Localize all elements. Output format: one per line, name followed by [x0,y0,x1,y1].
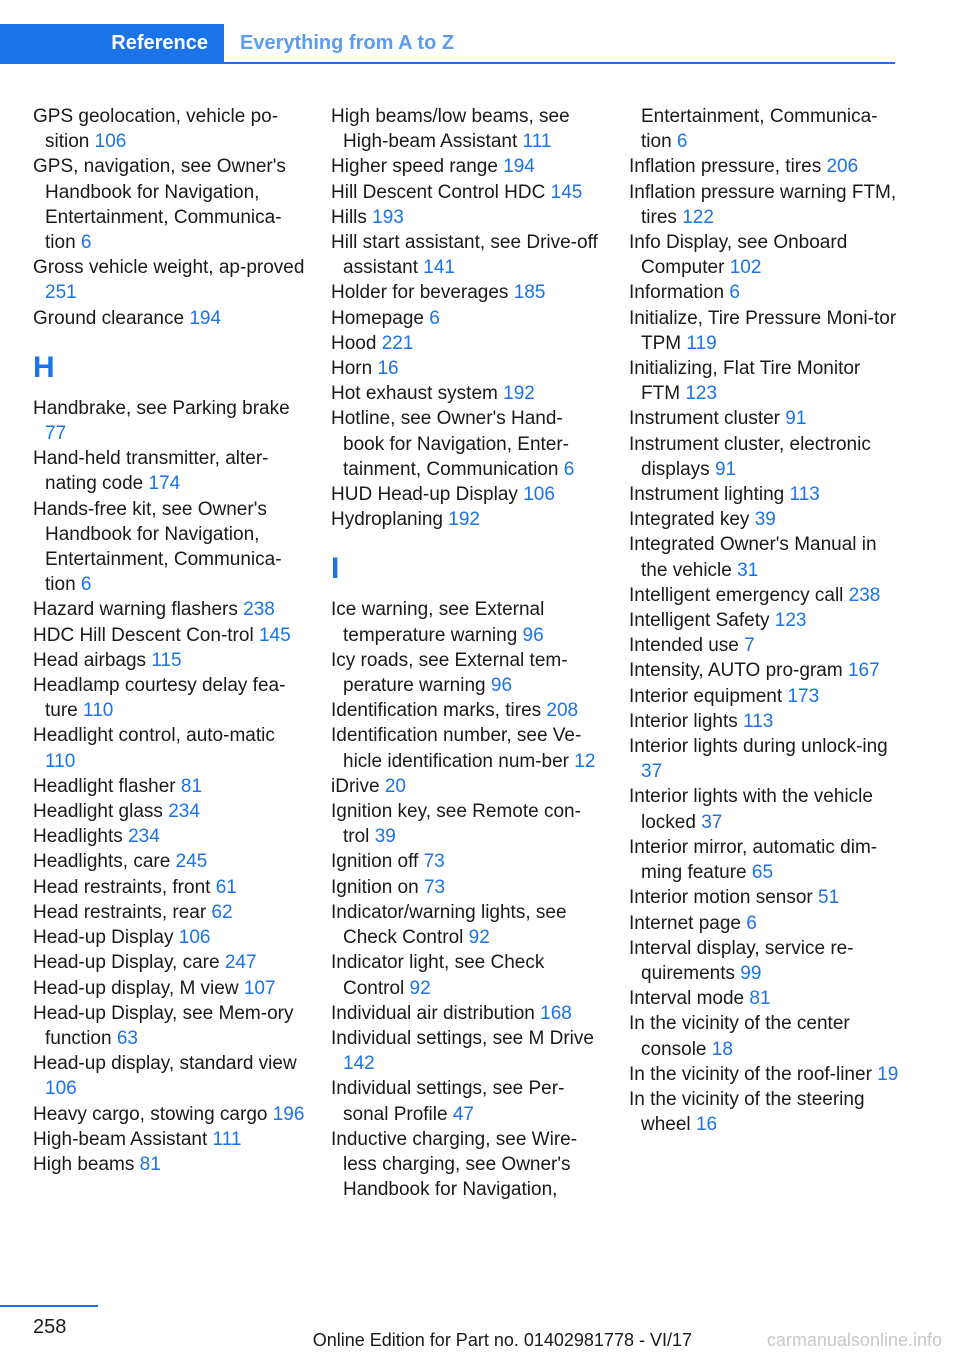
index-entry [33,673,305,723]
index-entry [33,849,305,874]
index-entry [629,936,901,986]
index-page-link[interactable]: 238 [243,599,275,621]
index-entry-text: Ignition key, see Remote con‐trol [331,801,581,848]
index-page-link[interactable]: 167 [847,660,880,682]
index-entry [629,104,901,154]
index-page-link[interactable]: 19 [877,1063,899,1085]
index-entry [629,280,901,305]
index-page-link[interactable]: 193 [372,206,404,228]
section-tab-reference[interactable]: Reference [0,24,224,62]
index-page-link[interactable]: 6 [80,232,92,254]
index-entry-text: Internet page [629,912,741,934]
index-entry [331,875,603,900]
index-entry-text: Headlights [33,826,123,848]
index-entry-text: Intelligent Safety [629,610,770,632]
index-page-link[interactable]: 192 [448,509,480,531]
header-bar [0,24,895,64]
index-entry-text: Individual air distribution [331,1002,535,1024]
index-page-link[interactable]: 81 [180,775,203,797]
index-entry [33,446,305,496]
index-page-link[interactable]: 247 [224,952,257,974]
index-entry-text: Hand-held transmitter, alter‐nating code [33,448,269,495]
index-page-link[interactable]: 96 [490,675,513,697]
index-entry-text: GPS, navigation, see Owner's Handbook for Navigation, Entertainment, Communica‐tion [33,156,286,254]
index-entry-text: Info Display, see Onboard Computer [629,232,848,279]
index-entry [629,633,901,658]
index-entry-text: Hands-free kit, see Owner's Handbook for Navigation, Entertainment, Communica‐tion [33,498,282,596]
index-entry-text: Interior lights with the vehicle locked [629,786,873,833]
footer-rule [0,1305,98,1307]
index-column-2 [331,104,603,1202]
index-entry [629,1087,901,1137]
index-entry [33,154,305,255]
index-entry [629,684,901,709]
index-entry-text: High-beam Assistant [33,1128,208,1150]
index-entry [33,799,305,824]
index-entry [629,154,901,179]
index-entry [33,1001,305,1051]
index-entry [331,482,603,507]
index-entry [33,1102,305,1127]
index-entry [629,356,901,406]
index-entry-text: Handbrake, see Parking brake [33,397,290,419]
index-entry [33,723,305,773]
index-entry-text: In the vicinity of the steering wheel [629,1088,865,1136]
index-page-link[interactable]: 6 [80,574,92,596]
index-entry-text: Ice warning, see External temperature warning [331,599,545,646]
index-entry [629,482,901,507]
index-entry-text: Headlight flasher [33,775,176,797]
index-page-link[interactable]: 91 [785,408,807,430]
index-page-link[interactable]: 115 [151,649,182,671]
index-page-link[interactable]: 73 [423,876,446,898]
index-entry [33,900,305,925]
index-entry [331,180,603,205]
index-page-link[interactable]: 142 [343,1053,375,1075]
index-entry-text: Heavy cargo, stowing cargo [33,1103,268,1125]
index-page-link[interactable]: 6 [729,282,740,304]
index-entry [331,723,603,773]
index-entry [331,648,603,698]
index-entry-text: Identification marks, tires [331,700,542,722]
index-entry-text: Headlight control, auto‐matic [33,725,275,747]
index-entry [33,925,305,950]
index-page-link[interactable]: 119 [686,332,717,354]
index-entry [331,205,603,230]
index-page-link[interactable]: 16 [377,358,399,380]
index-entry-text: Hood [331,332,377,354]
index-entry-text: Hot exhaust system [331,383,498,405]
index-page-link[interactable]: 221 [381,332,414,354]
index-entry [331,381,603,406]
index-page-link[interactable]: 99 [740,962,762,984]
index-entry [331,597,603,647]
index-entry [629,532,901,582]
index-entry-text: Ground clearance [33,307,185,329]
index-page-link[interactable]: 81 [749,988,771,1010]
index-entry-text: Instrument lighting [629,484,785,506]
index-page-link[interactable]: 73 [423,851,445,873]
index-entry-text: Homepage [331,307,424,329]
index-entry-text: Individual settings, see Per‐sonal Profile [331,1078,565,1125]
index-entry-text: Integrated Owner's Manual in the vehicle [629,534,877,581]
index-entry-text: Head airbags [33,649,147,671]
index-entry-text: In the vicinity of the roof‐liner [629,1063,872,1085]
index-entry [33,950,305,975]
index-entry [331,698,603,723]
index-entry-text: Instrument cluster, electronic displays [629,433,871,480]
index-entry-text: Individual settings, see M Drive [331,1027,594,1049]
index-entry-text: Integrated key [629,509,750,531]
index-entry-text: Headlight glass [33,801,163,823]
index-entry [629,911,901,936]
index-entry-text: Initialize, Tire Pressure Moni‐tor TPM [629,307,897,354]
index-entry [33,875,305,900]
index-page-link[interactable]: 81 [139,1153,161,1175]
index-column-3 [629,104,901,1137]
index-page-link[interactable]: 6 [746,912,757,934]
index-entry [629,507,901,532]
index-entry-text: Inductive charging, see Wire‐less charging, see Owner's Handbook for Navigation, [331,1128,578,1201]
index-page-link[interactable]: 92 [409,977,431,999]
index-page-link[interactable]: 196 [272,1103,305,1125]
index-page-link[interactable]: 6 [563,458,575,480]
index-entry [331,154,603,179]
index-entry-text: Inflation pressure, tires [629,156,822,178]
index-entry-text: Interior lights during unlock‐ing [629,736,888,758]
index-entry [629,709,901,734]
index-entry [33,104,305,154]
index-page-link[interactable]: 145 [258,624,291,646]
index-page-link[interactable]: 6 [676,131,688,153]
index-entry-text: Headlights, care [33,851,171,873]
index-column-1 [33,104,305,1177]
index-entry [629,306,901,356]
index-entry [33,648,305,673]
index-entry [629,1062,901,1087]
index-page-link[interactable]: 37 [701,811,723,833]
index-entry [33,1051,305,1101]
index-entry-text: Hill start assistant, see Drive-off assistant [331,232,598,279]
index-page-link[interactable]: 174 [148,473,181,495]
index-entry-text: Initializing, Flat Tire Monitor FTM [629,358,861,405]
index-entry-text: Interior lights [629,710,738,732]
index-entry-text: Interior mirror, automatic dim‐ming feature [629,836,878,884]
index-page-link[interactable]: 194 [503,156,535,178]
index-page-link[interactable]: 110 [83,700,114,722]
index-entry [629,583,901,608]
index-entry-text: Head restraints, front [33,876,211,898]
index-entry [629,1011,901,1061]
index-entry [629,230,901,280]
index-entry [331,356,603,381]
index-page-link[interactable]: 102 [729,257,762,279]
index-page-link[interactable]: 110 [45,750,76,772]
index-page-link[interactable]: 6 [429,307,440,329]
index-entry [33,824,305,849]
index-entry-text: Ignition on [331,876,419,898]
index-entry [331,849,603,874]
index-entry-text: Ignition off [331,851,419,873]
index-page-link[interactable]: 173 [787,685,820,707]
index-entry-text: High beams [33,1153,135,1175]
index-page-link[interactable]: 91 [714,458,737,480]
index-entry [629,784,901,834]
index-entry [33,1152,305,1177]
index-entry [33,306,305,331]
index-entry [33,623,305,648]
index-entry [33,1127,305,1152]
index-entry [629,658,901,683]
index-page-link[interactable]: 96 [522,624,544,646]
index-entry-text: iDrive [331,775,380,797]
index-page-link[interactable]: 185 [513,282,546,304]
index-page-link[interactable]: 122 [682,206,714,228]
index-entry [331,406,603,482]
index-page-link[interactable]: 145 [550,181,583,203]
index-entry-text: Interval display, service re‐quirements [629,937,854,984]
index-page-link[interactable]: 77 [45,423,67,445]
index-entry-text: Intended use [629,635,739,657]
index-entry-text: Intensity, AUTO pro‐gram [629,660,843,682]
index-page-link[interactable]: 251 [45,282,77,304]
index-entry-text: HDC Hill Descent Con‐trol [33,624,254,646]
index-entry [331,331,603,356]
index-page-link[interactable]: 168 [540,1002,572,1024]
index-entry-text: Headlamp courtesy delay fea‐ture [33,675,286,722]
index-entry [331,507,603,532]
index-entry-text: Head restraints, rear [33,901,207,923]
index-entry [33,597,305,622]
index-entry [331,1001,603,1026]
index-entry [33,976,305,1001]
index-page-link[interactable]: 92 [468,927,490,949]
index-page-link[interactable]: 47 [452,1103,474,1125]
index-entry [331,799,603,849]
index-entry [629,432,901,482]
index-page-link[interactable]: 12 [574,750,596,772]
index-entry [331,306,603,331]
index-page-link[interactable]: 113 [743,710,774,732]
index-entry [33,774,305,799]
index-entry-text: GPS geolocation, vehicle po‐sition [33,106,279,153]
index-entry-text: Entertainment, Communica‐tion [641,106,878,153]
index-page-link[interactable]: 31 [737,559,759,581]
index-page-link[interactable]: 123 [685,383,718,405]
index-entry-text: Hills [331,206,367,228]
index-entry [331,230,603,280]
index-entry-text: Head-up display, standard view [33,1053,297,1075]
index-letter-heading: H [33,350,55,384]
index-entry-text: Head-up display, M view [33,977,239,999]
index-entry [331,104,603,154]
index-page-link[interactable]: 123 [774,610,807,632]
index-entry [331,1076,603,1126]
index-entry-text: Interior motion sensor [629,887,813,909]
index-page-link[interactable]: 7 [744,635,755,657]
index-entry-text: Hazard warning flashers [33,599,238,621]
index-page-link[interactable]: 234 [168,801,200,823]
index-page-link[interactable]: 65 [751,862,774,884]
index-entry-text: Indicator light, see Check Control [331,952,545,999]
index-entry [331,900,603,950]
index-entry-text: Hydroplaning [331,509,443,531]
index-page-link[interactable]: 107 [243,977,276,999]
index-page-link[interactable]: 51 [818,887,840,909]
index-entry [629,885,901,910]
index-entry-text: Indicator/warning lights, see Check Control [331,901,567,949]
index-page-link[interactable]: 106 [523,484,555,506]
index-letter-heading: I [331,552,340,586]
index-page-link[interactable]: 111 [212,1128,242,1150]
index-page-link[interactable]: 39 [374,826,396,848]
index-entry-text: Interval mode [629,988,745,1010]
index-page-link[interactable]: 63 [116,1027,138,1049]
page-number: 258 [33,1316,67,1338]
index-entry-text: Identification number, see Ve‐hicle identification num‐ber [331,725,582,772]
index-page-link[interactable]: 37 [641,761,663,783]
index-page-link[interactable]: 206 [826,156,859,178]
index-entry-text: Information [629,282,725,304]
index-page-link[interactable]: 39 [754,509,776,531]
index-page-link[interactable]: 106 [178,927,211,949]
index-page-link[interactable]: 111 [522,131,552,153]
index-entry-text: Holder for beverages [331,282,509,304]
watermark: carmanualsonline.info [766,1330,942,1350]
index-entry-text: Hotline, see Owner's Hand‐book for Navigation, Enter‐tainment, Communication [331,408,570,480]
index-entry [331,950,603,1000]
index-page-link[interactable]: 62 [211,901,233,923]
index-page-link[interactable]: 113 [789,484,820,506]
index-page-link[interactable]: 245 [175,851,208,873]
index-entry-text: Head-up Display, care [33,952,220,974]
section-subtitle[interactable]: Everything from A to Z [240,31,455,54]
index-entry [331,774,603,799]
index-entry [629,986,901,1011]
index-entry [629,608,901,633]
index-entry-text: Head-up Display [33,927,174,949]
index-page-link[interactable]: 194 [189,307,222,329]
index-entry [331,1127,603,1203]
index-entry-text: HUD Head-up Display [331,484,518,506]
index-entry-text: Higher speed range [331,156,498,178]
index-entry [33,396,305,446]
index-page-link[interactable]: 141 [423,257,455,279]
index-page-link[interactable]: 208 [546,700,579,722]
index-page-link[interactable]: 18 [711,1038,733,1060]
index-entry [331,1026,603,1076]
index-page-link[interactable]: 192 [503,383,535,405]
index-entry-text: Icy roads, see External tem‐perature warning [331,649,568,697]
index-entry-text: Inflation pressure warning FTM, tires [629,181,897,228]
index-page-link[interactable]: 20 [384,775,406,797]
index-entry [629,835,901,885]
index-entry [629,734,901,784]
index-page-link[interactable]: 234 [128,826,160,848]
edition-note: Online Edition for Part no. 01402981778 - VI/17 [312,1330,692,1350]
index-entry-text: Intelligent emergency call [629,584,844,606]
index-entry [629,406,901,431]
index-entry-text: High beams/low beams, see High-beam Assistant [331,106,570,153]
index-page-link[interactable]: 238 [848,584,881,606]
index-page-link[interactable]: 106 [45,1078,77,1100]
index-entry-text: Hill Descent Control HDC [331,181,546,203]
index-entry-text: Instrument cluster [629,408,780,430]
index-page-link[interactable]: 106 [94,131,127,153]
index-page-link[interactable]: 16 [695,1114,718,1136]
index-entry-text: Gross vehicle weight, ap‐proved [33,257,305,279]
index-entry [33,255,305,305]
index-entry-text: Head-up Display, see Mem‐ory function [33,1002,294,1049]
index-entry-text: In the vicinity of the center console [629,1013,850,1060]
index-entry-text: Interior equipment [629,685,783,707]
index-entry [331,280,603,305]
index-entry [629,180,901,230]
index-entry-text: Horn [331,358,373,380]
index-page-link[interactable]: 61 [215,876,237,898]
index-entry [33,497,305,598]
